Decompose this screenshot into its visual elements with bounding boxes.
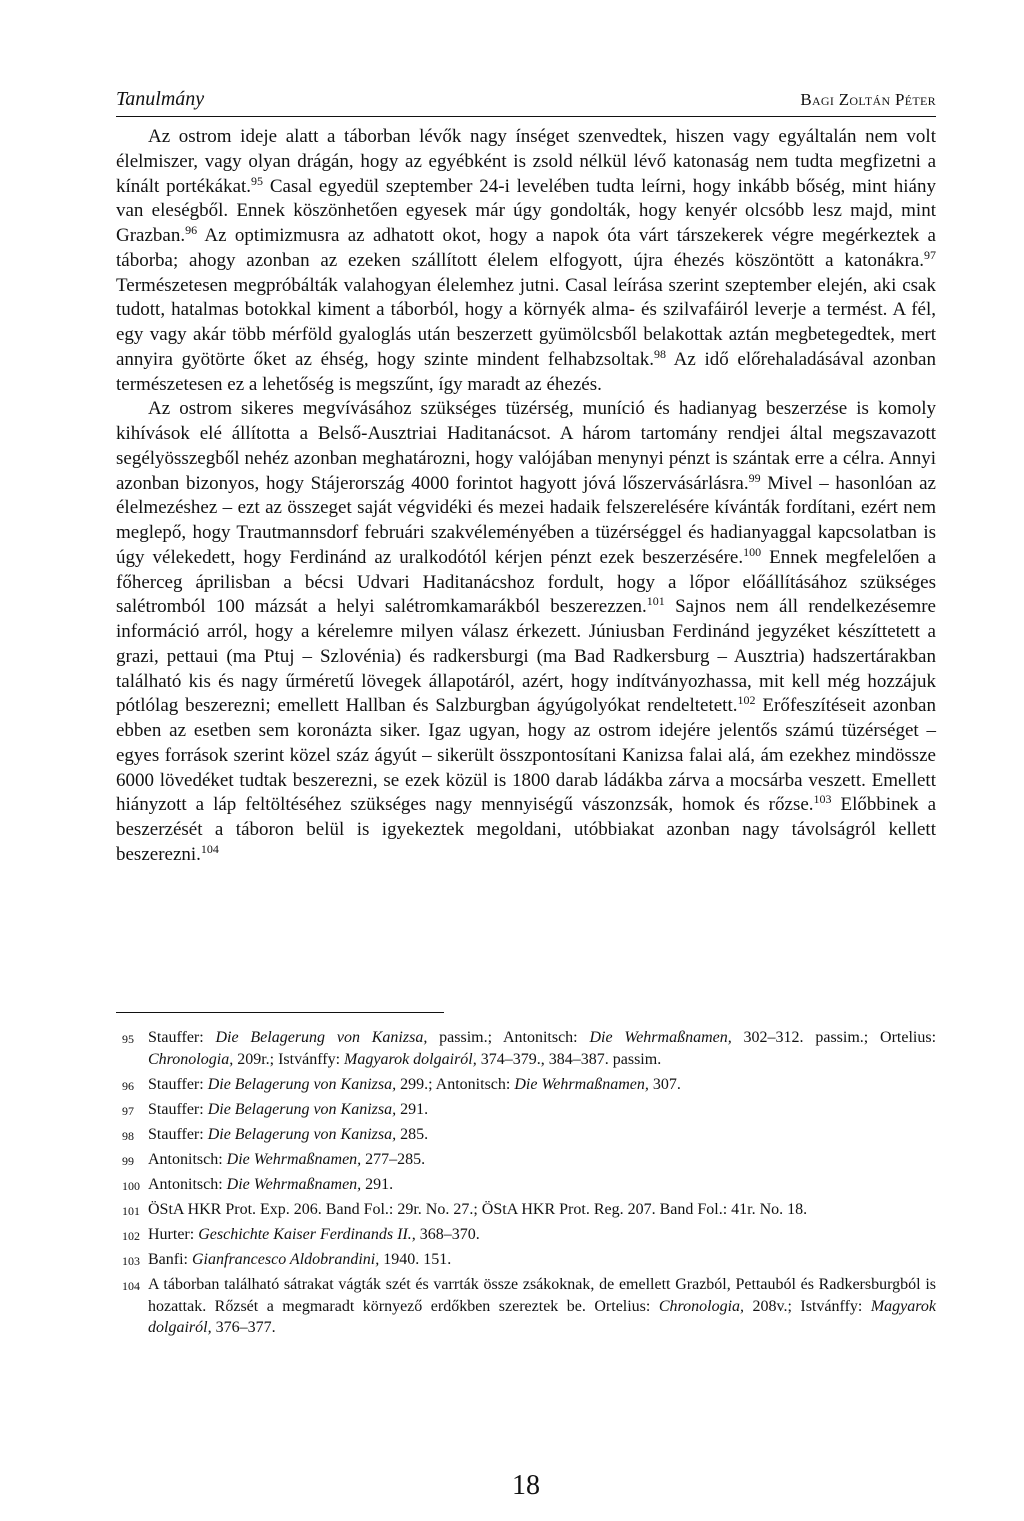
footnote-ref: 104: [200, 841, 219, 856]
document-page: [116, 0, 936, 1521]
text-run: Az ostrom ideje alatt a táborban lévők nagy ínséget szenvedtek, hiszen vagy egyáltalán nem volt élelmiszer, vagy olyan drágán, hogy az egyébként is zsold nélkül lévő katonaság nem tudta megfizetni a kínált portékákat.: [116, 126, 936, 197]
text-run: 209r.; Istvánffy:: [233, 1050, 345, 1068]
footnote-number: 103: [122, 1254, 140, 1269]
footnote-ref: 99: [748, 470, 761, 485]
footnote-text: [148, 1076, 681, 1093]
paragraph: [116, 397, 936, 867]
italic-title: Die Belagerung von Kanizsa,: [207, 1075, 397, 1093]
italic-title: Die Wehrmaßnamen,: [589, 1029, 732, 1046]
footnote: [116, 1274, 936, 1339]
footnote: [116, 1099, 936, 1121]
footnote-ref: 98: [653, 346, 666, 361]
footnote-number: 102: [122, 1229, 140, 1244]
text-run: Ennek megfelelően a főherceg áprilisban a bécsi Udvari Haditanácshoz fordult, hogy a lőpor előállításához szükséges salétromból 100 mázsát a helyi salétromkamarákból beszerezzen.: [116, 546, 937, 618]
italic-title: Die Wehrmaßnamen,: [514, 1075, 649, 1093]
running-header: [116, 86, 936, 117]
text-run: Természetesen megpróbálták valahogyan élelemhez jutni. Casal leírása szerint szeptember elején, aki csak tudott, hatalmas botokkal kiment a táborból, hogy a környék alma- és szilvafáiról leverje a termést. A fél, egy vagy akár több mérföld gyaloglás után beszerzett gyümölcsből belakottak aztán megbetegedtek, mert annyira gyötörte őket az éhség, hogy szinte mindent felhabzsoltak.: [116, 274, 936, 370]
text-run: Hurter:: [148, 1226, 199, 1244]
text-run: 291.: [396, 1100, 429, 1118]
text-run: Stauffer:: [148, 1075, 208, 1093]
footnote-ref: 102: [737, 693, 756, 708]
footnote-number: 98: [122, 1128, 134, 1143]
text-run: 208v.; Istvánffy:: [744, 1297, 871, 1315]
text-run: ÖStA HKR Prot. Exp. 206. Band Fol.: 29r. No. 27.; ÖStA HKR Prot. Reg. 207. Band Fol.: 41r. No. 18.: [148, 1201, 808, 1219]
body-text: [116, 125, 936, 868]
footnote-number: 96: [122, 1078, 134, 1093]
text-run: Stauffer:: [148, 1029, 216, 1046]
footnote-number: 97: [122, 1103, 134, 1118]
text-run: Stauffer:: [148, 1100, 208, 1118]
text-run: 277–285.: [361, 1150, 426, 1168]
page-number: 18: [512, 1470, 540, 1501]
text-run: Az idő előrehaladásával azonban természetesen ez a lehetőség is megszűnt, így maradt az éhezés.: [116, 348, 936, 395]
footnote: [116, 1174, 936, 1196]
footnote-ref: 97: [924, 247, 936, 262]
italic-title: Magyarok dolgairól,: [344, 1050, 477, 1068]
text-run: 302–312. passim.; Ortelius:: [731, 1029, 937, 1046]
footnote-ref: 101: [646, 594, 665, 609]
footnote-text: [148, 1201, 807, 1218]
author-name: Bagi Zoltán Péter: [800, 90, 936, 109]
text-run: passim.; Antonitsch:: [427, 1029, 590, 1046]
text-run: 376–377.: [211, 1319, 276, 1337]
footnote-ref: 95: [251, 173, 264, 188]
footnote-number: 101: [122, 1204, 140, 1219]
italic-title: Die Belagerung von Kanizsa,: [207, 1125, 397, 1143]
footnote: [116, 1199, 936, 1221]
text-run: Előbbinek a beszerzését a táboron belül is igyekeztek megoldani, utóbbiakat azonban nagy távolságról kellett beszerezni.: [116, 794, 937, 865]
footnote-text: [148, 1176, 393, 1193]
footnote-list: [116, 1027, 936, 1342]
italic-title: Magyarok dolgairól,: [148, 1297, 936, 1337]
italic-title: Die Belagerung von Kanizsa,: [207, 1100, 397, 1118]
text-run: Sajnos nem áll rendelkezésemre információ arról, hogy a kérelemre milyen válasz érkezett. Júniusban Ferdinánd jegyzéket készíttetett a grazi, pettaui (ma Ptuj – Szlovénia) és radkersburgi (ma Bad Radkersburg – Ausztria) hadszertárakban található kis és nagy űrméretű lövegek állapotáról, azért, hogy indítványozhassa, mit kell még hozzájuk pótlólag beszerezni; emellett Hallban és Salzburgban ágyúgolyókat rendeltetett.: [116, 596, 936, 717]
text-run: 285.: [396, 1125, 429, 1143]
footnote: [116, 1249, 936, 1271]
footnote-text: [148, 1101, 428, 1118]
italic-title: Die Wehrmaßnamen,: [226, 1175, 362, 1193]
italic-title: Chronologia,: [148, 1050, 234, 1068]
footnote: [116, 1124, 936, 1146]
footnote-text: [148, 1276, 936, 1336]
text-run: Erőfeszítéseit azonban ebben az esetben sem koronázta siker. Igaz ugyan, hogy az ostrom idejére jelentős számú tüzérséget – egyes források szerint közel száz ágyút – sikerült összpontosítani Kanizsa falai alá, ám ezekhez mindössze 6000 lövedéket tudtak beszerezni, se ezek közül is 1800 darab ládákba zárva a mocsárba veszett. Emellett hiányzott a láp feltöltéséhez szükséges nagy mennyiségű vászonzsák, homok és rőzse.: [116, 695, 936, 816]
text-run: 307.: [648, 1075, 681, 1093]
italic-title: Chronologia,: [658, 1297, 745, 1315]
footnote-number: 100: [122, 1178, 140, 1193]
text-run: Antonitsch:: [148, 1175, 227, 1193]
text-run: Banfi:: [148, 1251, 192, 1269]
text-run: Antonitsch:: [148, 1150, 227, 1168]
italic-title: Die Belagerung von Kanizsa,: [215, 1029, 428, 1046]
italic-title: Gianfrancesco Aldobrandini,: [192, 1251, 380, 1269]
text-run: 291.: [361, 1175, 394, 1193]
footnote: [116, 1149, 936, 1171]
paragraph: [116, 125, 936, 397]
footnote: [116, 1224, 936, 1246]
footnote-ref: 103: [813, 792, 832, 807]
italic-title: Die Wehrmaßnamen,: [226, 1150, 362, 1168]
text-run: Mivel – hasonlóan az élelmezéshez – ezt az összeget saját végvidéki és mezei hadaik felszerelésére kívánták fordítani, ezért nem meglepő, hogy Trautmannsdorf februári szakvéleményében a tüzérséggel és hadianyaggal kapcsolatban is úgy vélekedett, hogy Ferdinánd az uralkodótól kérjen pénzt ezek beszerzésére.: [116, 472, 936, 568]
text-run: 1940. 151.: [379, 1251, 452, 1269]
text-run: Stauffer:: [148, 1125, 208, 1143]
section-label: Tanulmány: [116, 88, 205, 110]
text-run: A táborban található sátrakat vágták szét és varrták össze zsákoknak, de emellett Grazból, Pettauból és Radkersburgból is hozattak. Rőzsét a megmaradt környező erdőkben szereztek be. Ortelius:: [148, 1276, 936, 1315]
text-run: Casal egyedül szeptember 24-i levelében tudta leírni, hogy inkább bőség, mint hiány van eleségből. Ennek köszönhetően egyesek már úgy gondolták, hogy kenyér olcsóbb lesz majd, mint Grazban.: [116, 175, 936, 246]
text-run: Az optimizmusra az adhatott okot, hogy a napok óta várt társzekerek végre megérkeztek a táborba; ahogy azonban az ezeken szállított élelem elfogyott, újra éhezés köszöntött a katonákra.: [116, 225, 936, 271]
footnote-text: [148, 1126, 428, 1143]
footnote: [116, 1074, 936, 1096]
footnote-number: 99: [122, 1153, 134, 1168]
text-run: Az ostrom sikeres megvívásához szükséges tüzérség, muníció és hadianyag beszerzése is komoly kihívások elé állította a Belső-Ausztriai Haditanácsot. A három tartomány rendjei által megszavazott segélyösszegből nehéz azonban meghatározni, hogy valójában menynyi pénzt is szántak erre a célra. Annyi azonban bizonyos, hogy Stájerország 4000 forintot hagyott jóvá lőszervásárlásra.: [116, 398, 936, 494]
italic-title: Geschichte Kaiser Ferdinands II.,: [198, 1226, 416, 1244]
footnote-text: [148, 1251, 451, 1268]
text-run: 299.; Antonitsch:: [396, 1075, 515, 1093]
text-run: 368–370.: [415, 1226, 480, 1244]
footnote-text: [148, 1226, 480, 1243]
footnote-number: 95: [122, 1032, 134, 1046]
footnote-separator: [116, 1012, 444, 1013]
footnote-ref: 96: [185, 223, 198, 237]
footnote-text: [148, 1029, 936, 1068]
footnote: [116, 1027, 936, 1070]
text-run: 374–379., 384–387. passim.: [476, 1050, 662, 1068]
footnote-text: [148, 1151, 425, 1168]
footnote-number: 104: [122, 1279, 140, 1294]
footnote-ref: 100: [743, 544, 762, 559]
